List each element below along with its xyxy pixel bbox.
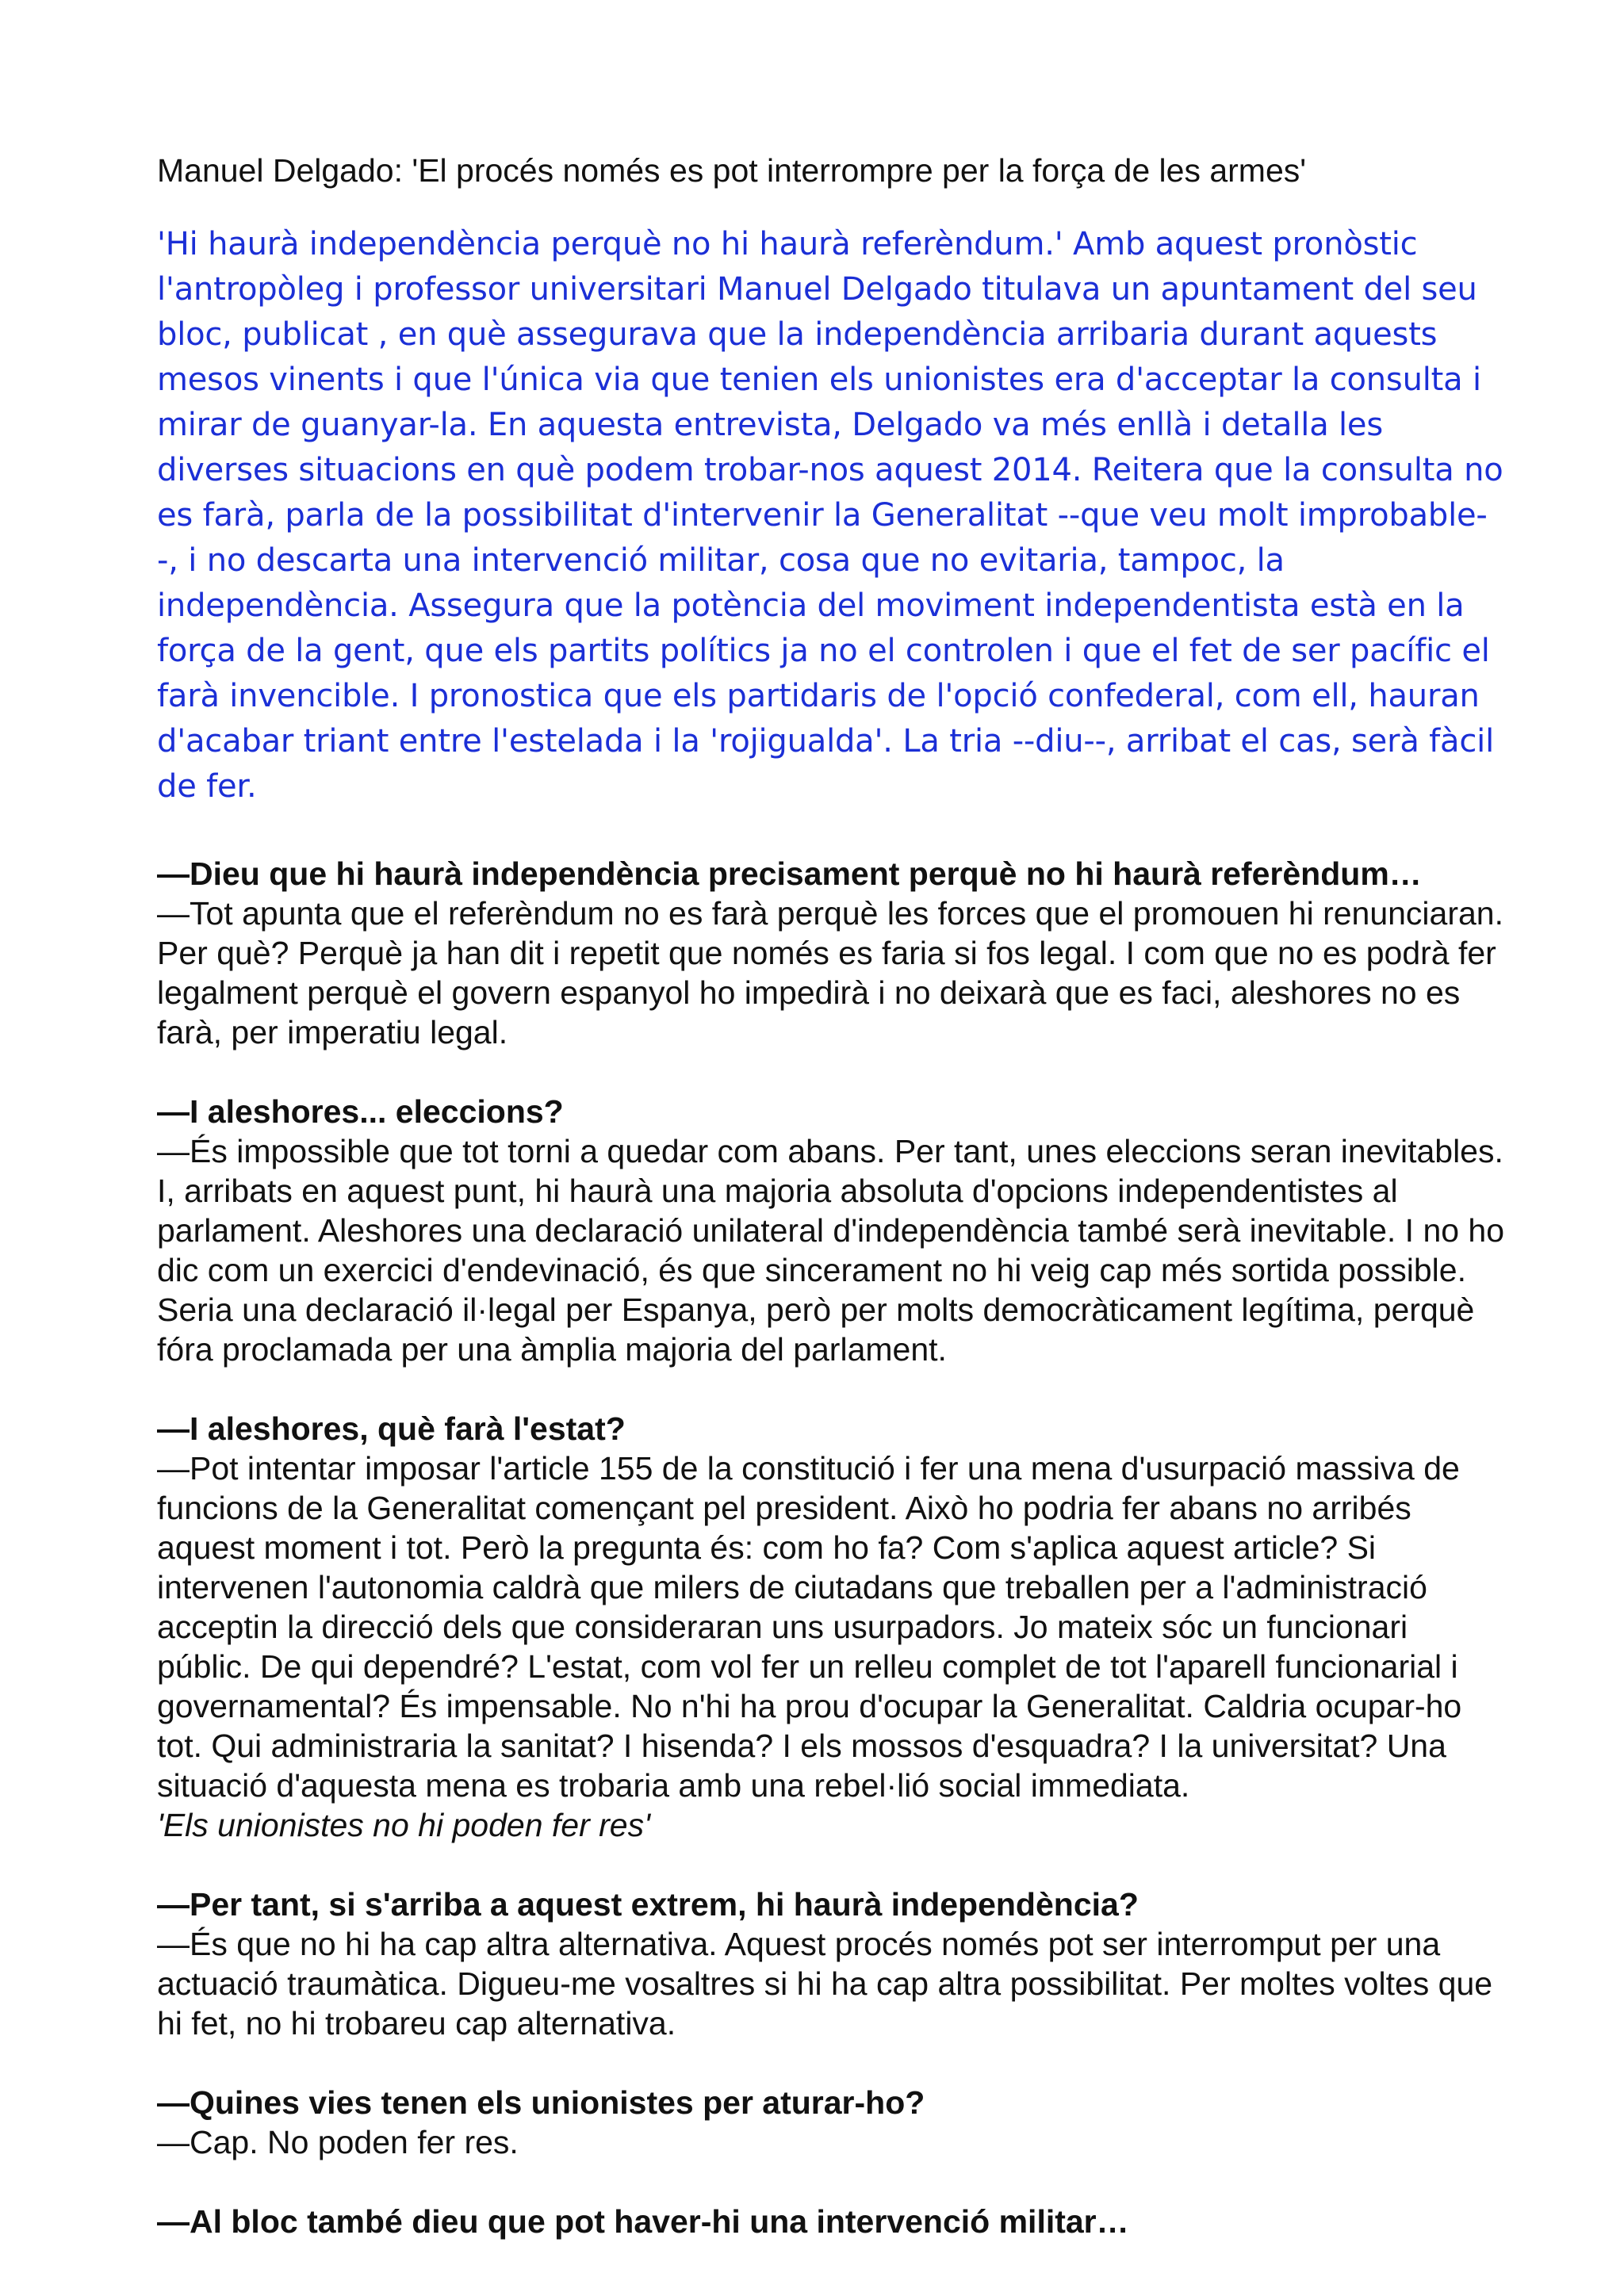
dash: — — [157, 1133, 190, 1169]
dash: — — [157, 2203, 190, 2240]
interview-question — [157, 1885, 1505, 1924]
question-text: I aleshores... eleccions? — [190, 1093, 564, 1130]
dash: — — [157, 1093, 190, 1130]
qa-block-6 — [157, 2202, 1505, 2241]
qa-block-3 — [157, 1409, 1505, 1845]
dash: — — [157, 1450, 190, 1487]
interview-answer — [157, 2122, 1505, 2162]
answer-text: Cap. No poden fer res. — [190, 2124, 519, 2160]
interview-answer — [157, 1448, 1505, 1805]
dash: — — [157, 2084, 190, 2121]
question-text: Dieu que hi haurà independència precisament perquè no hi haurà referèndum… — [190, 855, 1422, 892]
interview-question — [157, 2083, 1505, 2122]
qa-block-2 — [157, 1092, 1505, 1369]
interview-question — [157, 1092, 1505, 1131]
answer-text: És que no hi ha cap altra alternativa. Aquest procés només pot ser interromput per una actuació traumàtica. Digueu-me vosaltres si hi ha cap altra possibilitat. Per moltes voltes que hi fet, no hi trobareu cap alternativa. — [157, 1926, 1493, 2042]
document-page — [157, 151, 1505, 2281]
dash: — — [157, 2124, 190, 2160]
article-title: Manuel Delgado: 'El procés només es pot interrompre per la força de les armes' — [157, 152, 1307, 189]
answer-text: Pot intentar imposar l'article 155 de la constitució i fer una mena d'usurpació massiva de funcions de la Generalitat començant pel president. Això ho podria fer abans no arribés aquest moment i tot. Però la pregunta és: com ho fa? Com s'aplica aquest article? Si intervenen l'autonomia caldrà que milers de ciutadans que treballen per a l'administració acceptin la direcció dels que consideraran uns usurpadors. Jo mateix sóc un funcionari públic. De qui dependré? L'estat, com vol fer un relleu complet de tot l'aparell funcionarial i governamental? És impensable. No n'hi ha prou d'ocupar la Generalitat. Caldria ocupar-ho tot. Qui administraria la sanitat? I hisenda? I els mossos d'esquadra? I la universitat? Una situació d'aquesta mena es trobaria amb una rebel·lió social immediata. — [157, 1450, 1462, 1804]
question-text: I aleshores, què farà l'estat? — [190, 1410, 626, 1447]
qa-block-4 — [157, 1885, 1505, 2043]
dash: — — [157, 895, 190, 932]
dash: — — [157, 1410, 190, 1447]
dash: — — [157, 1926, 190, 1962]
interview-answer — [157, 1131, 1505, 1369]
interview-answer — [157, 894, 1505, 1052]
qa-block-1 — [157, 854, 1505, 1052]
dash: — — [157, 855, 190, 892]
question-text: Al bloc també dieu que pot haver-hi una intervenció militar… — [190, 2203, 1129, 2240]
question-text: Quines vies tenen els unionistes per aturar-ho? — [190, 2084, 925, 2121]
question-text: Per tant, si s'arriba a aquest extrem, hi haurà independència? — [190, 1886, 1139, 1923]
answer-text: És impossible que tot torni a quedar com abans. Per tant, unes eleccions seran inevitables. I, arribats en aquest punt, hi haurà una majoria absoluta d'opcions independentistes al parlament. Aleshores una declaració unilateral d'independència també serà inevitable. I no ho dic com un exercici d'endevinació, és que sincerament no hi veig cap més sortida possible. Seria una declaració il·legal per Espanya, però per molts democràticament legítima, perquè fóra proclamada per una àmplia majoria del parlament. — [157, 1133, 1505, 1368]
article-intro: 'Hi haurà independència perquè no hi haurà referèndum.' Amb aquest pronòstic l'antropòleg i professor universitari Manuel Delgado titulava un apuntament del seu bloc, publicat , en què assegurava que la independència arribaria durant aquests mesos vinents i que l'única via que tenien els unionistes era d'acceptar la consulta i mirar de guanyar-la. En aquesta entrevista, Delgado va més enllà i detalla les diverses situacions en què podem trobar-nos aquest 2014. Reitera que la consulta no es farà, parla de la possibilitat d'intervenir la Generalitat --que veu molt improbable--, i no descarta una intervenció militar, cosa que no evitaria, tampoc, la independència. Assegura que la potència del moviment independentista està en la força de la gent, que els partits polítics ja no el controlen i que el fet de ser pacífic el farà invencible. I pronostica que els partidaris de l'opció confederal, com ell, hauran d'acabar triant entre l'estelada i la 'rojigualda'. La tria --diu--, arribat el cas, serà fàcil de fer. — [157, 226, 1503, 805]
qa-block-5 — [157, 2083, 1505, 2162]
section-subheading: 'Els unionistes no hi poden fer res' — [157, 1807, 650, 1843]
interview-question — [157, 1409, 1505, 1448]
interview-question — [157, 2202, 1505, 2241]
dash: — — [157, 1886, 190, 1923]
interview-question — [157, 854, 1505, 894]
answer-text: Tot apunta que el referèndum no es farà perquè les forces que el promouen hi renunciaran. Per què? Perquè ja han dit i repetit que només es faria si fos legal. I com que no es podrà fer legalment perquè el govern espanyol ho impedirà i no deixarà que es faci, aleshores no es farà, per imperatiu legal. — [157, 895, 1503, 1050]
interview-answer — [157, 1924, 1505, 2043]
